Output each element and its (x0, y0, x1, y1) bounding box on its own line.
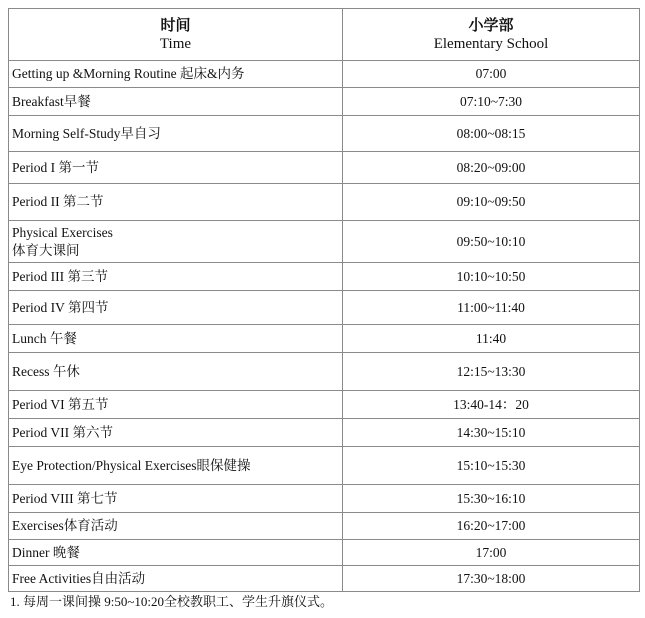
time-cell: 17:00 (343, 540, 640, 566)
activity-cell: Eye Protection/Physical Exercises眼保健操 (9, 447, 343, 485)
table-row (9, 325, 640, 353)
time-cell: 10:10~10:50 (343, 263, 640, 291)
time-cell: 07:00 (343, 61, 640, 88)
activity-cell: Period VII 第六节 (9, 419, 343, 447)
time-column-header (9, 9, 343, 61)
activity-cell: Exercises体育活动 (9, 513, 343, 540)
activity-cell: Morning Self-Study早自习 (9, 116, 343, 152)
time-header-cn: 时间 (160, 15, 191, 34)
activity-cell: Period II 第二节 (9, 184, 343, 221)
time-cell: 16:20~17:00 (343, 513, 640, 540)
table-row (9, 419, 640, 447)
activity-cell: Free Activities自由活动 (9, 566, 343, 592)
table-row (9, 116, 640, 152)
time-cell: 15:10~15:30 (343, 447, 640, 485)
header-row (9, 9, 640, 61)
time-cell: 08:20~09:00 (343, 152, 640, 184)
footnote: 1. 每周一课间操 9:50~10:20全校教职工、学生升旗仪式。 (10, 594, 334, 609)
time-cell: 15:30~16:10 (343, 485, 640, 513)
time-cell: 09:50~10:10 (343, 221, 640, 263)
time-cell: 12:15~13:30 (343, 353, 640, 391)
time-cell: 11:00~11:40 (343, 291, 640, 325)
time-cell: 09:10~09:50 (343, 184, 640, 221)
time-cell: 11:40 (343, 325, 640, 353)
table-row (9, 152, 640, 184)
table-row (9, 88, 640, 116)
activity-cell: Period VIII 第七节 (9, 485, 343, 513)
table-row (9, 291, 640, 325)
table-row (9, 263, 640, 291)
activity-cell: Breakfast早餐 (9, 88, 343, 116)
activity-cell (9, 221, 343, 263)
activity-cell: Recess 午休 (9, 353, 343, 391)
activity-cell: Period IV 第四节 (9, 291, 343, 325)
activity-line-en: Physical Exercises (12, 224, 113, 240)
activity-cell: Lunch 午餐 (9, 325, 343, 353)
time-cell: 07:10~7:30 (343, 88, 640, 116)
table-row (9, 184, 640, 221)
school-column-header (343, 9, 640, 61)
time-cell: 17:30~18:00 (343, 566, 640, 592)
table-row (9, 447, 640, 485)
table-row (9, 353, 640, 391)
table-row (9, 61, 640, 88)
schedule-table (8, 8, 640, 592)
activity-cell: Period I 第一节 (9, 152, 343, 184)
activity-cell: Period VI 第五节 (9, 391, 343, 419)
time-cell: 13:40-14：20 (343, 391, 640, 419)
time-header-en: Time (159, 35, 192, 52)
school-header-en: Elementary School (433, 35, 549, 52)
table-row (9, 540, 640, 566)
school-header-cn: 小学部 (468, 15, 514, 34)
table-row (9, 566, 640, 592)
time-cell: 08:00~08:15 (343, 116, 640, 152)
table-row (9, 513, 640, 540)
activity-cell: Getting up &Morning Routine 起床&内务 (9, 61, 343, 88)
time-cell: 14:30~15:10 (343, 419, 640, 447)
activity-line-cn: 体育大课间 (12, 242, 80, 258)
table-row (9, 221, 640, 263)
table-row (9, 485, 640, 513)
activity-cell: Dinner 晚餐 (9, 540, 343, 566)
table-row (9, 391, 640, 419)
activity-cell: Period III 第三节 (9, 263, 343, 291)
